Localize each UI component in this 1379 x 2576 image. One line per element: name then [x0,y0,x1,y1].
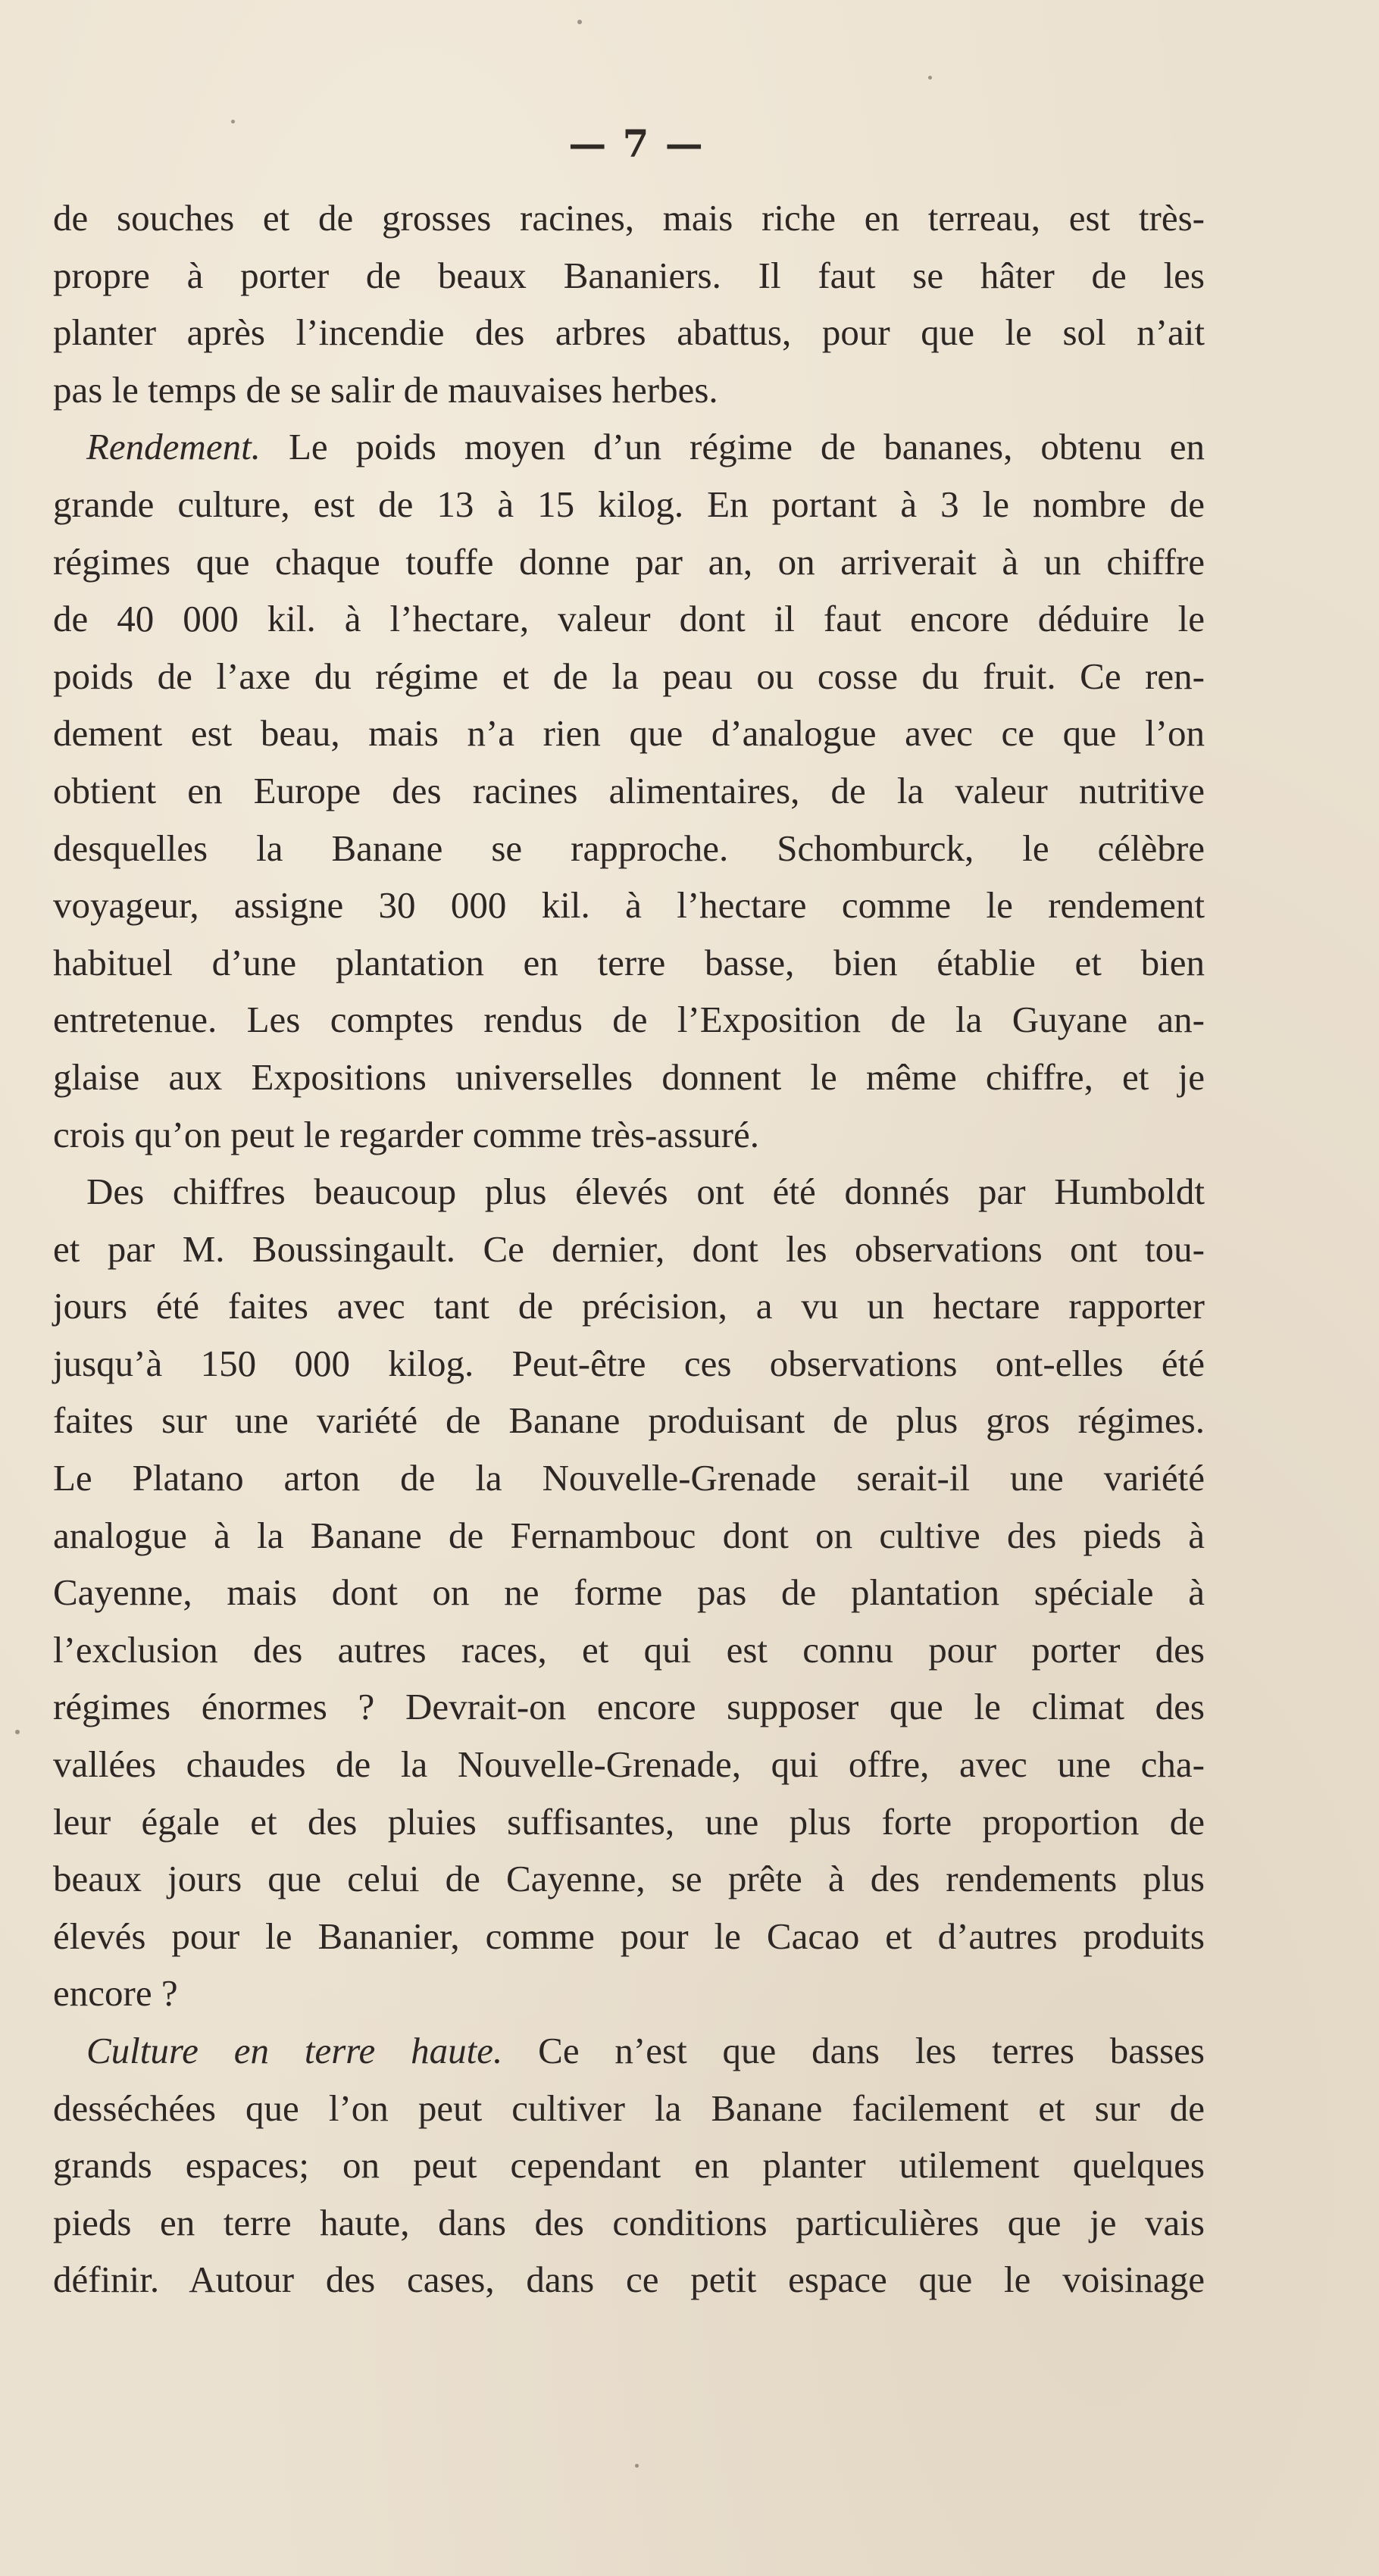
text-line: entretenue. Les comptes rendus de l’Exposition de la Guyane an- [53,999,1205,1041]
text-line: desquelles la Banane se rapproche. Schomburck, le célèbre [53,827,1205,869]
text-line: pieds en terre haute, dans des conditions particulières que je vais [53,2201,1205,2243]
text-line: de 40 000 kil. à l’hectare, valeur dont il faut encore déduire le [53,598,1205,640]
text-line [53,2022,1205,2080]
text-line: et par M. Boussingault. Ce dernier, dont les observations ont tou- [53,1227,1205,1270]
text-run: Ce n’est que dans les terres basses [502,2030,1205,2071]
text-line: leur égale et des pluies suffisantes, une plus forte proportion de [53,1800,1205,1843]
text-line: Des chiffres beaucoup plus élevés ont été donnés par Humboldt [86,1171,1205,1213]
text-line: faites sur une variété de Banane produisant de plus gros régimes. [53,1399,1205,1442]
text-line: habituel d’une plantation en terre basse, bien établie et bien [53,941,1205,983]
text-line: planter après l’incendie des arbres abattus, pour que le sol n’ait [53,311,1205,354]
text-line [53,418,1205,476]
text-line: crois qu’on peut le regarder comme très-assuré. [53,1113,759,1155]
section-heading-rendement: Rendement. [86,426,261,468]
text-line: Le Platano arton de la Nouvelle-Grenade serait-il une variété [53,1457,1205,1499]
text-line: dement est beau, mais n’a rien que d’analogue avec ce que l’on [53,712,1205,755]
text-line: propre à porter de beaux Bananiers. Il faut se hâter de les [53,254,1205,296]
text-line: beaux jours que celui de Cayenne, se prête à des rendements plus [53,1858,1205,1900]
text-line: vallées chaudes de la Nouvelle-Grenade, qui offre, avec une cha- [53,1743,1205,1786]
text-line: définir. Autour des cases, dans ce petit espace que le voisinage [53,2259,1205,2301]
paper-speck [635,2464,639,2468]
text-line: poids de l’axe du régime et de la peau ou cosse du fruit. Ce ren- [53,655,1205,697]
text-run: Le poids moyen d’un régime de bananes, obtenu en [260,426,1205,468]
paper-speck [577,20,582,24]
text-line: encore ? [53,1972,178,2015]
text-line: régimes que chaque touffe donne par an, on arriverait à un chiffre [53,540,1205,583]
text-line: jours été faites avec tant de précision, a vu un hectare rapporter [53,1285,1205,1327]
text-line: analogue à la Banane de Fernambouc dont on cultive des pieds à [53,1514,1205,1556]
section-heading-culture-en-terre-haute: Culture en terre haute. [86,2030,503,2071]
paper-speck [15,1730,20,1734]
text-line: obtient en Europe des racines alimentaires, de la valeur nutritive [53,769,1205,811]
text-line: l’exclusion des autres races, et qui est connu pour porter des [53,1628,1205,1671]
text-line: régimes énormes ? Devrait-on encore supposer que le climat des [53,1686,1205,1728]
text-line: grands espaces; on peut cependant en planter utilement quelques [53,2144,1205,2187]
text-line: jusqu’à 150 000 kilog. Peut-être ces observations ont-elles été [53,1342,1205,1384]
text-line: grande culture, est de 13 à 15 kilog. En portant à 3 le nombre de [53,483,1205,525]
body-text [53,189,1205,2309]
text-line: de souches et de grosses racines, mais riche en terreau, est très- [53,197,1205,239]
page-number: — 7 — [568,121,705,166]
text-line: pas le temps de se salir de mauvaises herbes. [53,368,718,411]
text-line: voyageur, assigne 30 000 kil. à l’hectare comme le rendement [53,884,1205,927]
text-line: élevés pour le Bananier, comme pour le Cacao et d’autres produits [53,1915,1205,1957]
paper-speck [928,76,932,80]
text-line: glaise aux Expositions universelles donnent le même chiffre, et je [53,1055,1205,1098]
paper-speck [231,120,235,123]
text-line: Cayenne, mais dont on ne forme pas de plantation spéciale à [53,1571,1205,1614]
text-line: desséchées que l’on peut cultiver la Banane facilement et sur de [53,2087,1205,2129]
